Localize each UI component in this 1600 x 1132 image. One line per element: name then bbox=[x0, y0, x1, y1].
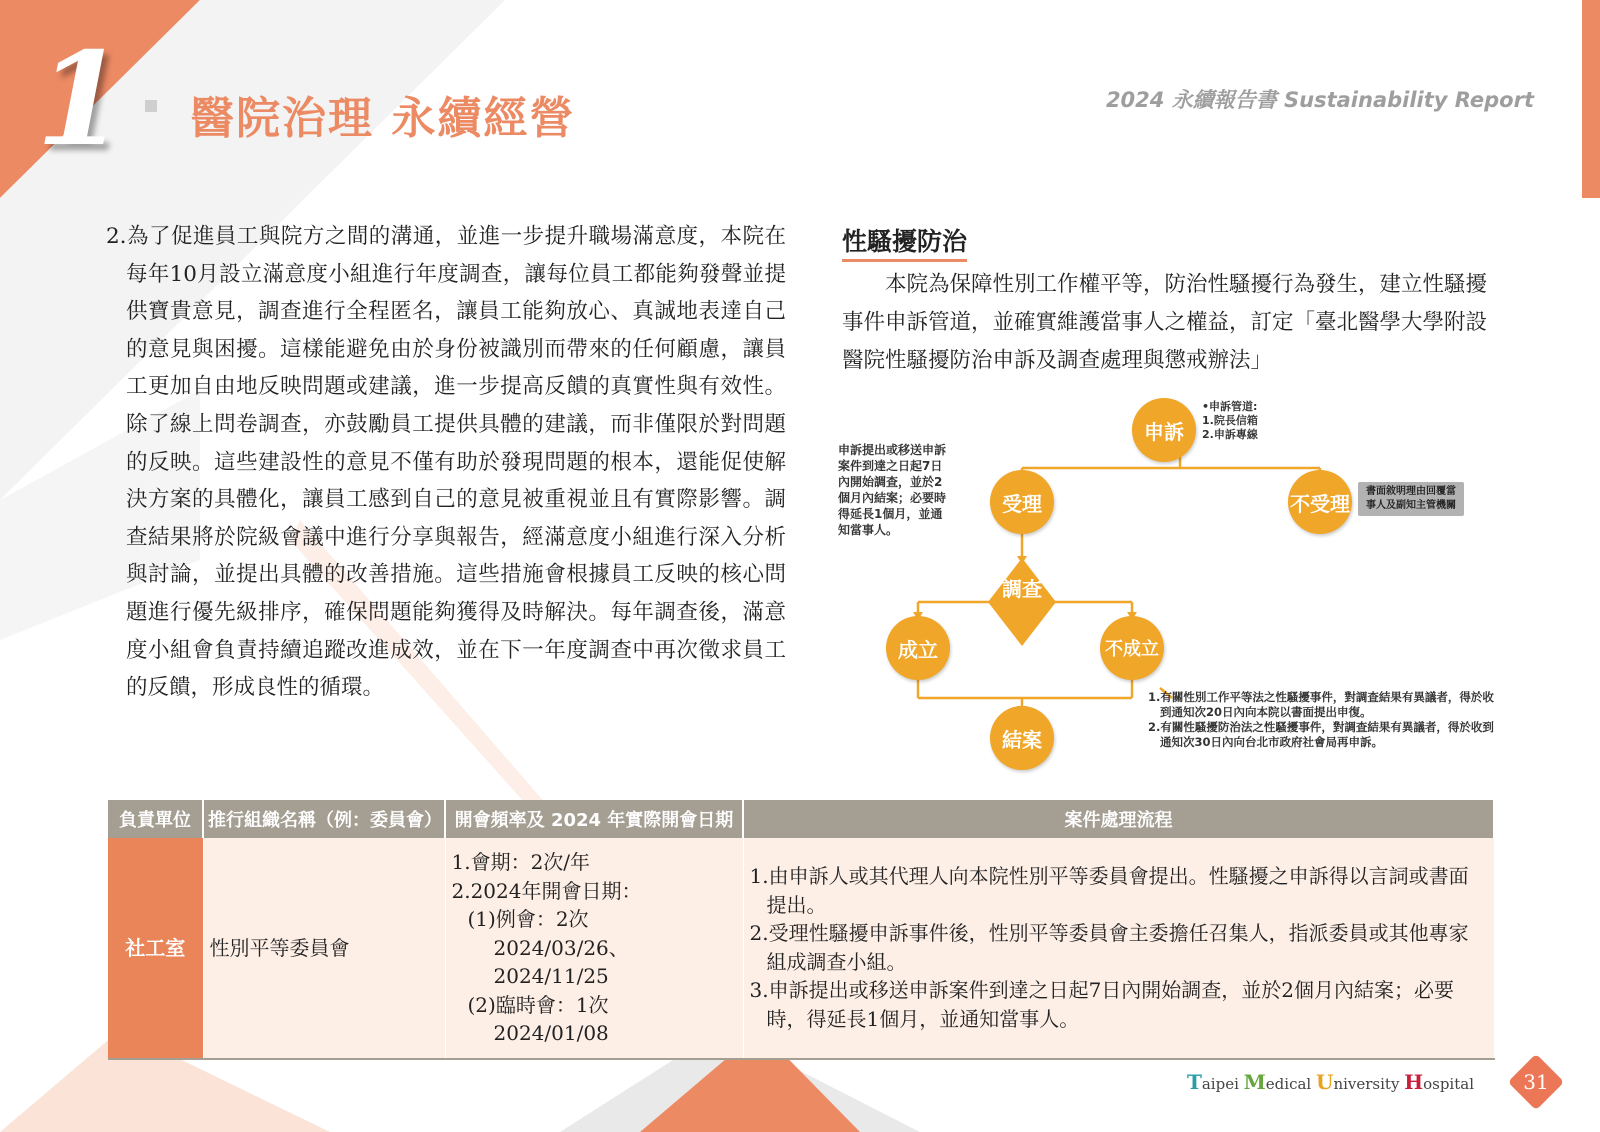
process-step-2: 2.受理性騷擾申訴事件後，性別平等委員會主委擔任召集人，指派委員或其他專家組成調查小組。 bbox=[749, 921, 1469, 974]
meeting-dates-label: 2.2024年開會日期： bbox=[451, 878, 642, 903]
appeal-notes: 1.有關性別工作平等法之性騷擾事件，對調查結果有異議者，得於收到通知次20日內向本院以書面提出申復。 2.有關性騷擾防治法之性騷擾事件，對調查結果有異議者，得於收到通知次30日內向台北市政府社會局再申訴。 bbox=[1148, 690, 1494, 749]
reject-note: 書面敘明理由回覆當 事人及副知主管機關 bbox=[1358, 482, 1464, 516]
established-node: 成立 bbox=[886, 616, 950, 680]
harassment-flowchart bbox=[838, 390, 1502, 785]
page-number: 31 bbox=[1523, 1070, 1549, 1094]
header-process: 案件處理流程 bbox=[743, 800, 1494, 838]
process-step-3: 3.申訴提出或移送申訴案件到達之日起7日內開始調查，並於2個月內結案；必要時，得延長1個月，並通知當事人。 bbox=[749, 978, 1455, 1031]
extra-meeting-label: (2)臨時會：1次 bbox=[467, 992, 609, 1017]
not-established-node: 不成立 bbox=[1100, 616, 1164, 680]
table-row bbox=[108, 838, 1494, 1059]
cell-meetings bbox=[445, 838, 743, 1059]
chapter-title: 醫院治理 永續經營 bbox=[190, 93, 576, 144]
close-node: 結案 bbox=[990, 706, 1054, 770]
header-meetings: 開會頻率及 2024 年實際開會日期 bbox=[445, 800, 743, 838]
satisfaction-survey-paragraph: 2.為了促進員工與院方之間的溝通，並進一步提升職場滿意度，本院在每年10月設立滿意度小組進行年度調查，讓每位員工都能夠發聲並提供寶貴意見，調查進行全程匿名，讓員工能夠放心、真誠地表達自己的意見與困擾。這樣能避免由於身份被識別而帶來的任何顧慮，讓員工更加自由地反映問題或建議，進一步提高反饋的真實性與有效性。除了線上問卷調查，亦鼓勵員工提供具體的建議，而非僅限於對問題的反映。這些建設性的意見不僅有助於發現問題的根本，還能促使解決方案的具體化，讓員工感到自己的意見被重視並且有實際影響。調查結果將於院級會議中進行分享與報告，經滿意度小組進行深入分析與討論，並提出具體的改善措施。這些措施會根據員工反映的核心問題進行優先級排序，確保問題能夠獲得及時解決。每年調查後，滿意度小組會負責持續追蹤改進成效，並在下一年度調查中再次徵求員工的反饋，形成良性的循環。 bbox=[106, 224, 786, 701]
extra-meeting-dates: 2024/01/08 bbox=[493, 1021, 609, 1045]
reject-node: 不受理 bbox=[1288, 470, 1352, 534]
cell-process bbox=[743, 838, 1494, 1059]
complaint-node: 申訴 bbox=[1132, 398, 1196, 462]
complaint-channels-note: •申訴管道: 1.院長信箱 2.申訴專線 bbox=[1202, 400, 1258, 441]
section-body: 本院為保障性別工作權平等，防治性騷擾行為發生，建立性騷擾事件申訴管道，並確實維護當事人之權益，訂定「臺北醫學大學附設醫院性騷擾防治申訴及調查處理與懲戒辦法」 bbox=[842, 272, 1488, 373]
table-header-row bbox=[108, 800, 1494, 838]
committee-table bbox=[108, 800, 1495, 1060]
header-unit: 負責單位 bbox=[108, 800, 203, 838]
report-label: 2024 永續報告書 Sustainability Report bbox=[1105, 88, 1534, 112]
section-title: 性騷擾防治 bbox=[842, 222, 967, 262]
chapter-dot bbox=[145, 100, 157, 112]
regular-meeting-label: (1)例會：2次 bbox=[467, 907, 589, 931]
header-org: 推行組織名稱（例：委員會） bbox=[203, 800, 445, 838]
right-edge-bar bbox=[1582, 0, 1600, 198]
cell-unit: 社工室 bbox=[108, 838, 203, 1059]
meeting-frequency: 1.會期：2次/年 bbox=[451, 850, 591, 874]
investigate-diamond bbox=[988, 558, 1056, 646]
regular-meeting-dates: 2024/03/26、2024/11/25 bbox=[493, 935, 629, 988]
cell-org: 性別平等委員會 bbox=[203, 838, 445, 1059]
accept-node: 受理 bbox=[990, 470, 1054, 534]
process-step-1: 1.由申訴人或其代理人向本院性別平等委員會提出。性騷擾之申訴得以言詞或書面提出。 bbox=[749, 864, 1469, 917]
chapter-number: 1 bbox=[36, 25, 126, 175]
hospital-logo-text: Taipei Medical University Hospital bbox=[1186, 1070, 1474, 1094]
timeline-note: 申訴提出或移送申訴 案件到達之日起7日 內開始調查，並於2 個月內結案；必要時 得延長1個月，並通 知當事人。 bbox=[838, 443, 947, 537]
investigate-label: 調查 bbox=[1002, 577, 1042, 601]
